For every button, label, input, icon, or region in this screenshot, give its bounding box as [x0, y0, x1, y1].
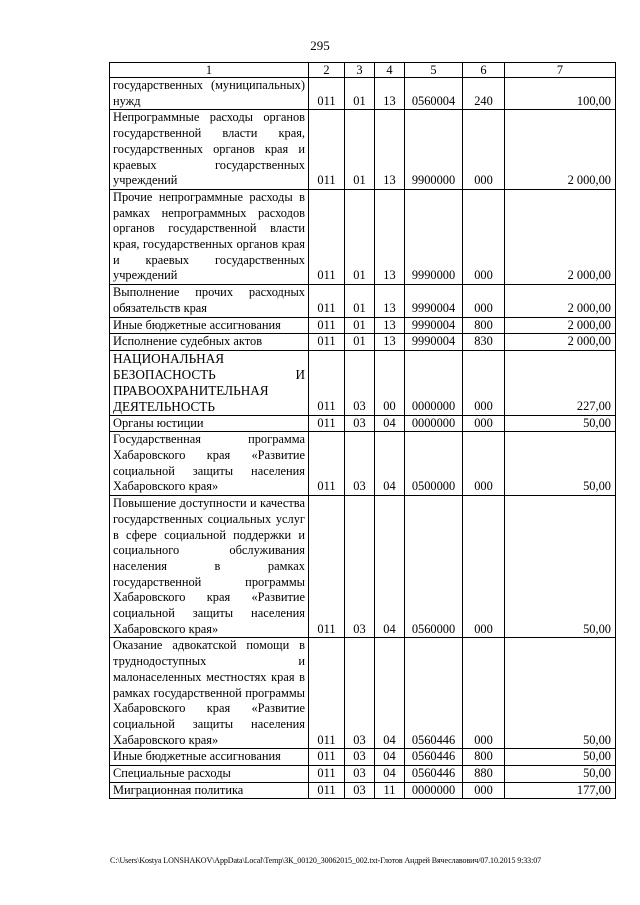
column-header: 5	[405, 63, 463, 78]
row-code-section: 03	[345, 638, 375, 749]
row-code-target: 9990004	[405, 334, 463, 351]
row-code-section: 03	[345, 782, 375, 799]
table-row	[110, 766, 616, 783]
row-code-expense-type: 830	[463, 334, 505, 351]
row-code-section: 03	[345, 766, 375, 783]
row-description: Специальные расходы	[110, 766, 309, 783]
row-amount: 50,00	[505, 432, 616, 496]
row-description: Повышение доступности и качества государственных социальных услуг в сфере социальной поддержки и социального обслуживания населения в рамках государственной программы Хабаровского края «Развитие социальной защиты населения Хабаровского края»	[110, 496, 309, 638]
row-code-target: 0560004	[405, 78, 463, 110]
row-code-expense-type: 000	[463, 189, 505, 284]
row-code-subsection: 04	[375, 638, 405, 749]
row-code-subsection: 04	[375, 496, 405, 638]
row-description: Миграционная политика	[110, 782, 309, 799]
row-code-subsection: 04	[375, 415, 405, 432]
table-row	[110, 317, 616, 334]
table-row	[110, 350, 616, 415]
row-description: Оказание адвокатской помощи в труднодоступных и малонаселенных местностях края в рамках государственной программы Хабаровского края «Развитие социальной защиты населения Хабаровского края»	[110, 638, 309, 749]
column-header: 6	[463, 63, 505, 78]
row-code-expense-type: 800	[463, 317, 505, 334]
row-amount: 2 000,00	[505, 110, 616, 190]
row-code-target: 0500000	[405, 432, 463, 496]
budget-table	[109, 62, 616, 799]
row-code-target: 9900000	[405, 110, 463, 190]
row-code-admin: 011	[309, 782, 345, 799]
row-amount: 50,00	[505, 496, 616, 638]
row-code-target: 0000000	[405, 350, 463, 415]
row-code-target: 9990004	[405, 285, 463, 317]
row-code-admin: 011	[309, 766, 345, 783]
row-code-admin: 011	[309, 189, 345, 284]
row-code-admin: 011	[309, 415, 345, 432]
column-header: 2	[309, 63, 345, 78]
row-description: Иные бюджетные ассигнования	[110, 749, 309, 766]
row-amount: 50,00	[505, 766, 616, 783]
row-code-section: 03	[345, 350, 375, 415]
row-code-expense-type: 000	[463, 285, 505, 317]
row-code-subsection: 13	[375, 334, 405, 351]
row-amount: 2 000,00	[505, 334, 616, 351]
row-description: Выполнение прочих расходных обязательств края	[110, 285, 309, 317]
table-row	[110, 78, 616, 110]
table-row	[110, 782, 616, 799]
table-row	[110, 189, 616, 284]
row-code-expense-type: 000	[463, 638, 505, 749]
row-code-target: 0560446	[405, 638, 463, 749]
row-description: НАЦИОНАЛЬНАЯ БЕЗОПАСНОСТЬ И ПРАВООХРАНИТЕЛЬНАЯ ДЕЯТЕЛЬНОСТЬ	[110, 350, 309, 415]
row-code-subsection: 13	[375, 78, 405, 110]
column-header: 3	[345, 63, 375, 78]
row-code-subsection: 04	[375, 766, 405, 783]
row-code-admin: 011	[309, 638, 345, 749]
row-code-expense-type: 240	[463, 78, 505, 110]
file-path-footer: C:\Users\Kostya LONSHAKOV\AppData\Local\Temp\ЗК_00120_30062015_002.txt-Глотов Андрей Вячеславович/07.10.2015 9:33:07	[110, 856, 541, 865]
row-code-target: 0560000	[405, 496, 463, 638]
row-code-admin: 011	[309, 334, 345, 351]
row-code-section: 01	[345, 285, 375, 317]
row-code-section: 03	[345, 496, 375, 638]
row-description: Прочие непрограммные расходы в рамках непрограммных расходов органов государственной власти края, государственных органов края и краевых государственных учреждений	[110, 189, 309, 284]
row-code-section: 01	[345, 189, 375, 284]
row-code-target: 9990000	[405, 189, 463, 284]
row-amount: 2 000,00	[505, 189, 616, 284]
row-code-subsection: 13	[375, 317, 405, 334]
row-amount: 50,00	[505, 638, 616, 749]
row-code-section: 01	[345, 317, 375, 334]
table-header-row	[110, 63, 616, 78]
row-code-subsection: 00	[375, 350, 405, 415]
row-code-section: 03	[345, 432, 375, 496]
row-code-expense-type: 880	[463, 766, 505, 783]
row-code-target: 0000000	[405, 782, 463, 799]
row-code-admin: 011	[309, 432, 345, 496]
row-code-section: 01	[345, 110, 375, 190]
row-description: государственных (муниципальных) нужд	[110, 78, 309, 110]
row-code-section: 03	[345, 415, 375, 432]
row-code-section: 01	[345, 78, 375, 110]
table-row	[110, 638, 616, 749]
row-description: Государственная программа Хабаровского края «Развитие социальной защиты населения Хабаровского края»	[110, 432, 309, 496]
row-code-admin: 011	[309, 78, 345, 110]
row-amount: 2 000,00	[505, 285, 616, 317]
row-code-target: 0560446	[405, 749, 463, 766]
row-description: Иные бюджетные ассигнования	[110, 317, 309, 334]
row-code-target: 9990004	[405, 317, 463, 334]
row-code-section: 03	[345, 749, 375, 766]
table-row	[110, 496, 616, 638]
row-code-subsection: 13	[375, 110, 405, 190]
row-code-expense-type: 000	[463, 432, 505, 496]
table-row	[110, 415, 616, 432]
row-amount: 100,00	[505, 78, 616, 110]
table-row	[110, 749, 616, 766]
row-amount: 2 000,00	[505, 317, 616, 334]
row-code-expense-type: 800	[463, 749, 505, 766]
row-code-subsection: 13	[375, 285, 405, 317]
row-code-subsection: 04	[375, 432, 405, 496]
row-amount: 227,00	[505, 350, 616, 415]
row-code-expense-type: 000	[463, 110, 505, 190]
row-amount: 50,00	[505, 749, 616, 766]
table-row	[110, 432, 616, 496]
table-row	[110, 110, 616, 190]
row-code-target: 0000000	[405, 415, 463, 432]
row-code-subsection: 13	[375, 189, 405, 284]
row-code-expense-type: 000	[463, 350, 505, 415]
row-code-admin: 011	[309, 110, 345, 190]
row-code-admin: 011	[309, 350, 345, 415]
table-row	[110, 334, 616, 351]
row-code-admin: 011	[309, 749, 345, 766]
row-description: Непрограммные расходы органов государственной власти края, государственных органов края и краевых государственных учреждений	[110, 110, 309, 190]
row-description: Органы юстиции	[110, 415, 309, 432]
column-header: 4	[375, 63, 405, 78]
row-code-admin: 011	[309, 496, 345, 638]
row-amount: 50,00	[505, 415, 616, 432]
table-row	[110, 285, 616, 317]
row-code-subsection: 11	[375, 782, 405, 799]
row-code-expense-type: 000	[463, 496, 505, 638]
page-number: 295	[310, 38, 330, 53]
row-code-target: 0560446	[405, 766, 463, 783]
column-header: 1	[110, 63, 309, 78]
row-code-section: 01	[345, 334, 375, 351]
row-code-subsection: 04	[375, 749, 405, 766]
row-description: Исполнение судебных актов	[110, 334, 309, 351]
row-code-admin: 011	[309, 285, 345, 317]
row-code-admin: 011	[309, 317, 345, 334]
row-code-expense-type: 000	[463, 415, 505, 432]
column-header: 7	[505, 63, 616, 78]
row-amount: 177,00	[505, 782, 616, 799]
row-code-expense-type: 000	[463, 782, 505, 799]
